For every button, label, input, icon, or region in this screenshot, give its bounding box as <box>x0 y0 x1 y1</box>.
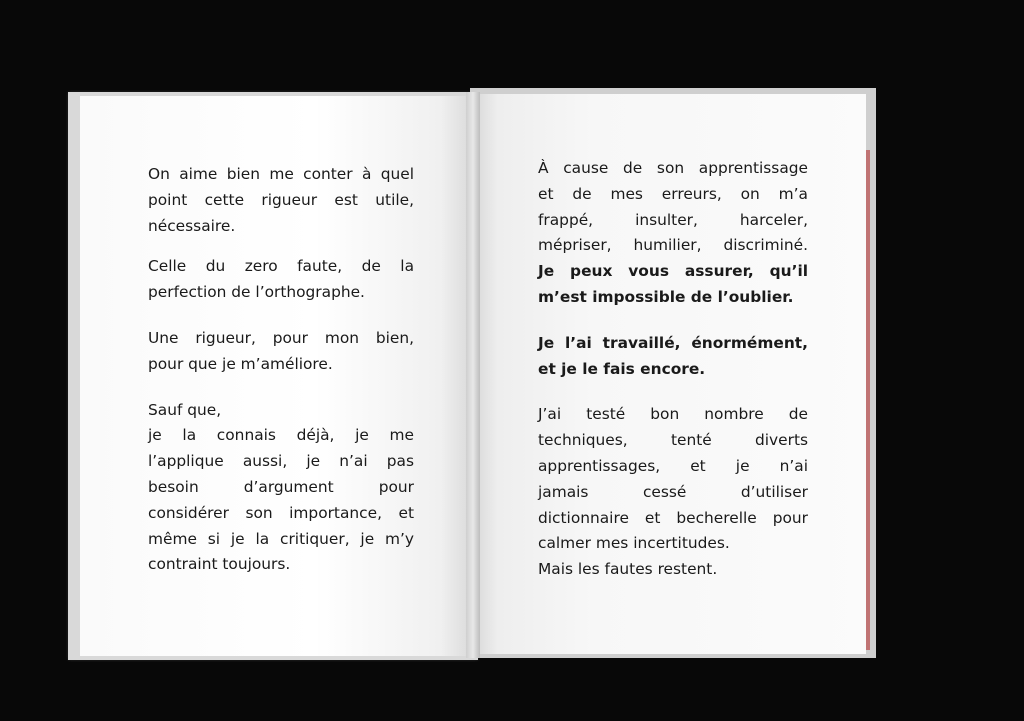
text-line: Une rigueur, pour mon bien, <box>148 328 414 347</box>
text-line: pour que je m’améliore. <box>148 354 333 373</box>
left-paragraph-1 <box>148 162 414 239</box>
left-paragraph-3 <box>148 326 414 378</box>
text-line: Sauf que, <box>148 400 222 419</box>
text-line: Mais les fautes restent. <box>538 560 718 579</box>
text-line: mépriser, humilier, discriminé. <box>538 236 808 255</box>
right-paragraph-1 <box>538 156 808 311</box>
text-line: point cette rigueur est utile, <box>148 190 414 209</box>
text-line: J’ai testé bon nombre de <box>538 405 808 424</box>
text-line: On aime bien me conter à quel <box>148 165 414 183</box>
text-line: À cause de son apprentissage <box>538 159 808 177</box>
right-page-text <box>538 156 808 583</box>
text-line: l’applique aussi, je n’ai pas <box>148 452 414 471</box>
text-line: frappé, insulter, harceler, <box>538 210 808 229</box>
red-cover-edge <box>866 150 870 650</box>
bold-text-line: m’est impossible de l’oublier. <box>538 287 794 306</box>
book-gutter <box>466 92 480 658</box>
text-line: nécessaire. <box>148 216 236 235</box>
left-page-text <box>148 162 414 578</box>
text-line: même si je la critiquer, je m’y <box>148 529 414 548</box>
text-line: calmer mes incertitudes. <box>538 534 730 553</box>
text-line: et de mes erreurs, on m’a <box>538 184 808 203</box>
left-paragraph-2 <box>148 254 414 306</box>
text-line: je la connais déjà, je me <box>148 426 414 445</box>
text-line: apprentissages, et je n’ai <box>538 456 808 475</box>
text-line: techniques, tenté diverts <box>538 431 808 450</box>
right-paragraph-3 <box>538 402 808 583</box>
text-line: besoin d’argument pour <box>148 477 414 496</box>
right-paragraph-2 <box>538 331 808 383</box>
text-line: contraint toujours. <box>148 555 291 574</box>
left-paragraph-4 <box>148 398 414 579</box>
bold-text-line: et je le fais encore. <box>538 359 706 378</box>
text-line: jamais cessé d’utiliser <box>538 482 808 501</box>
text-line: Celle du zero faute, de la <box>148 257 414 276</box>
bold-text-line: Je peux vous assurer, qu’il <box>538 262 808 281</box>
text-line: considérer son importance, et <box>148 503 414 522</box>
text-line: dictionnaire et becherelle pour <box>538 508 808 527</box>
text-line: perfection de l’orthographe. <box>148 283 365 302</box>
bold-text-line: Je l’ai travaillé, énormément, <box>538 333 808 352</box>
